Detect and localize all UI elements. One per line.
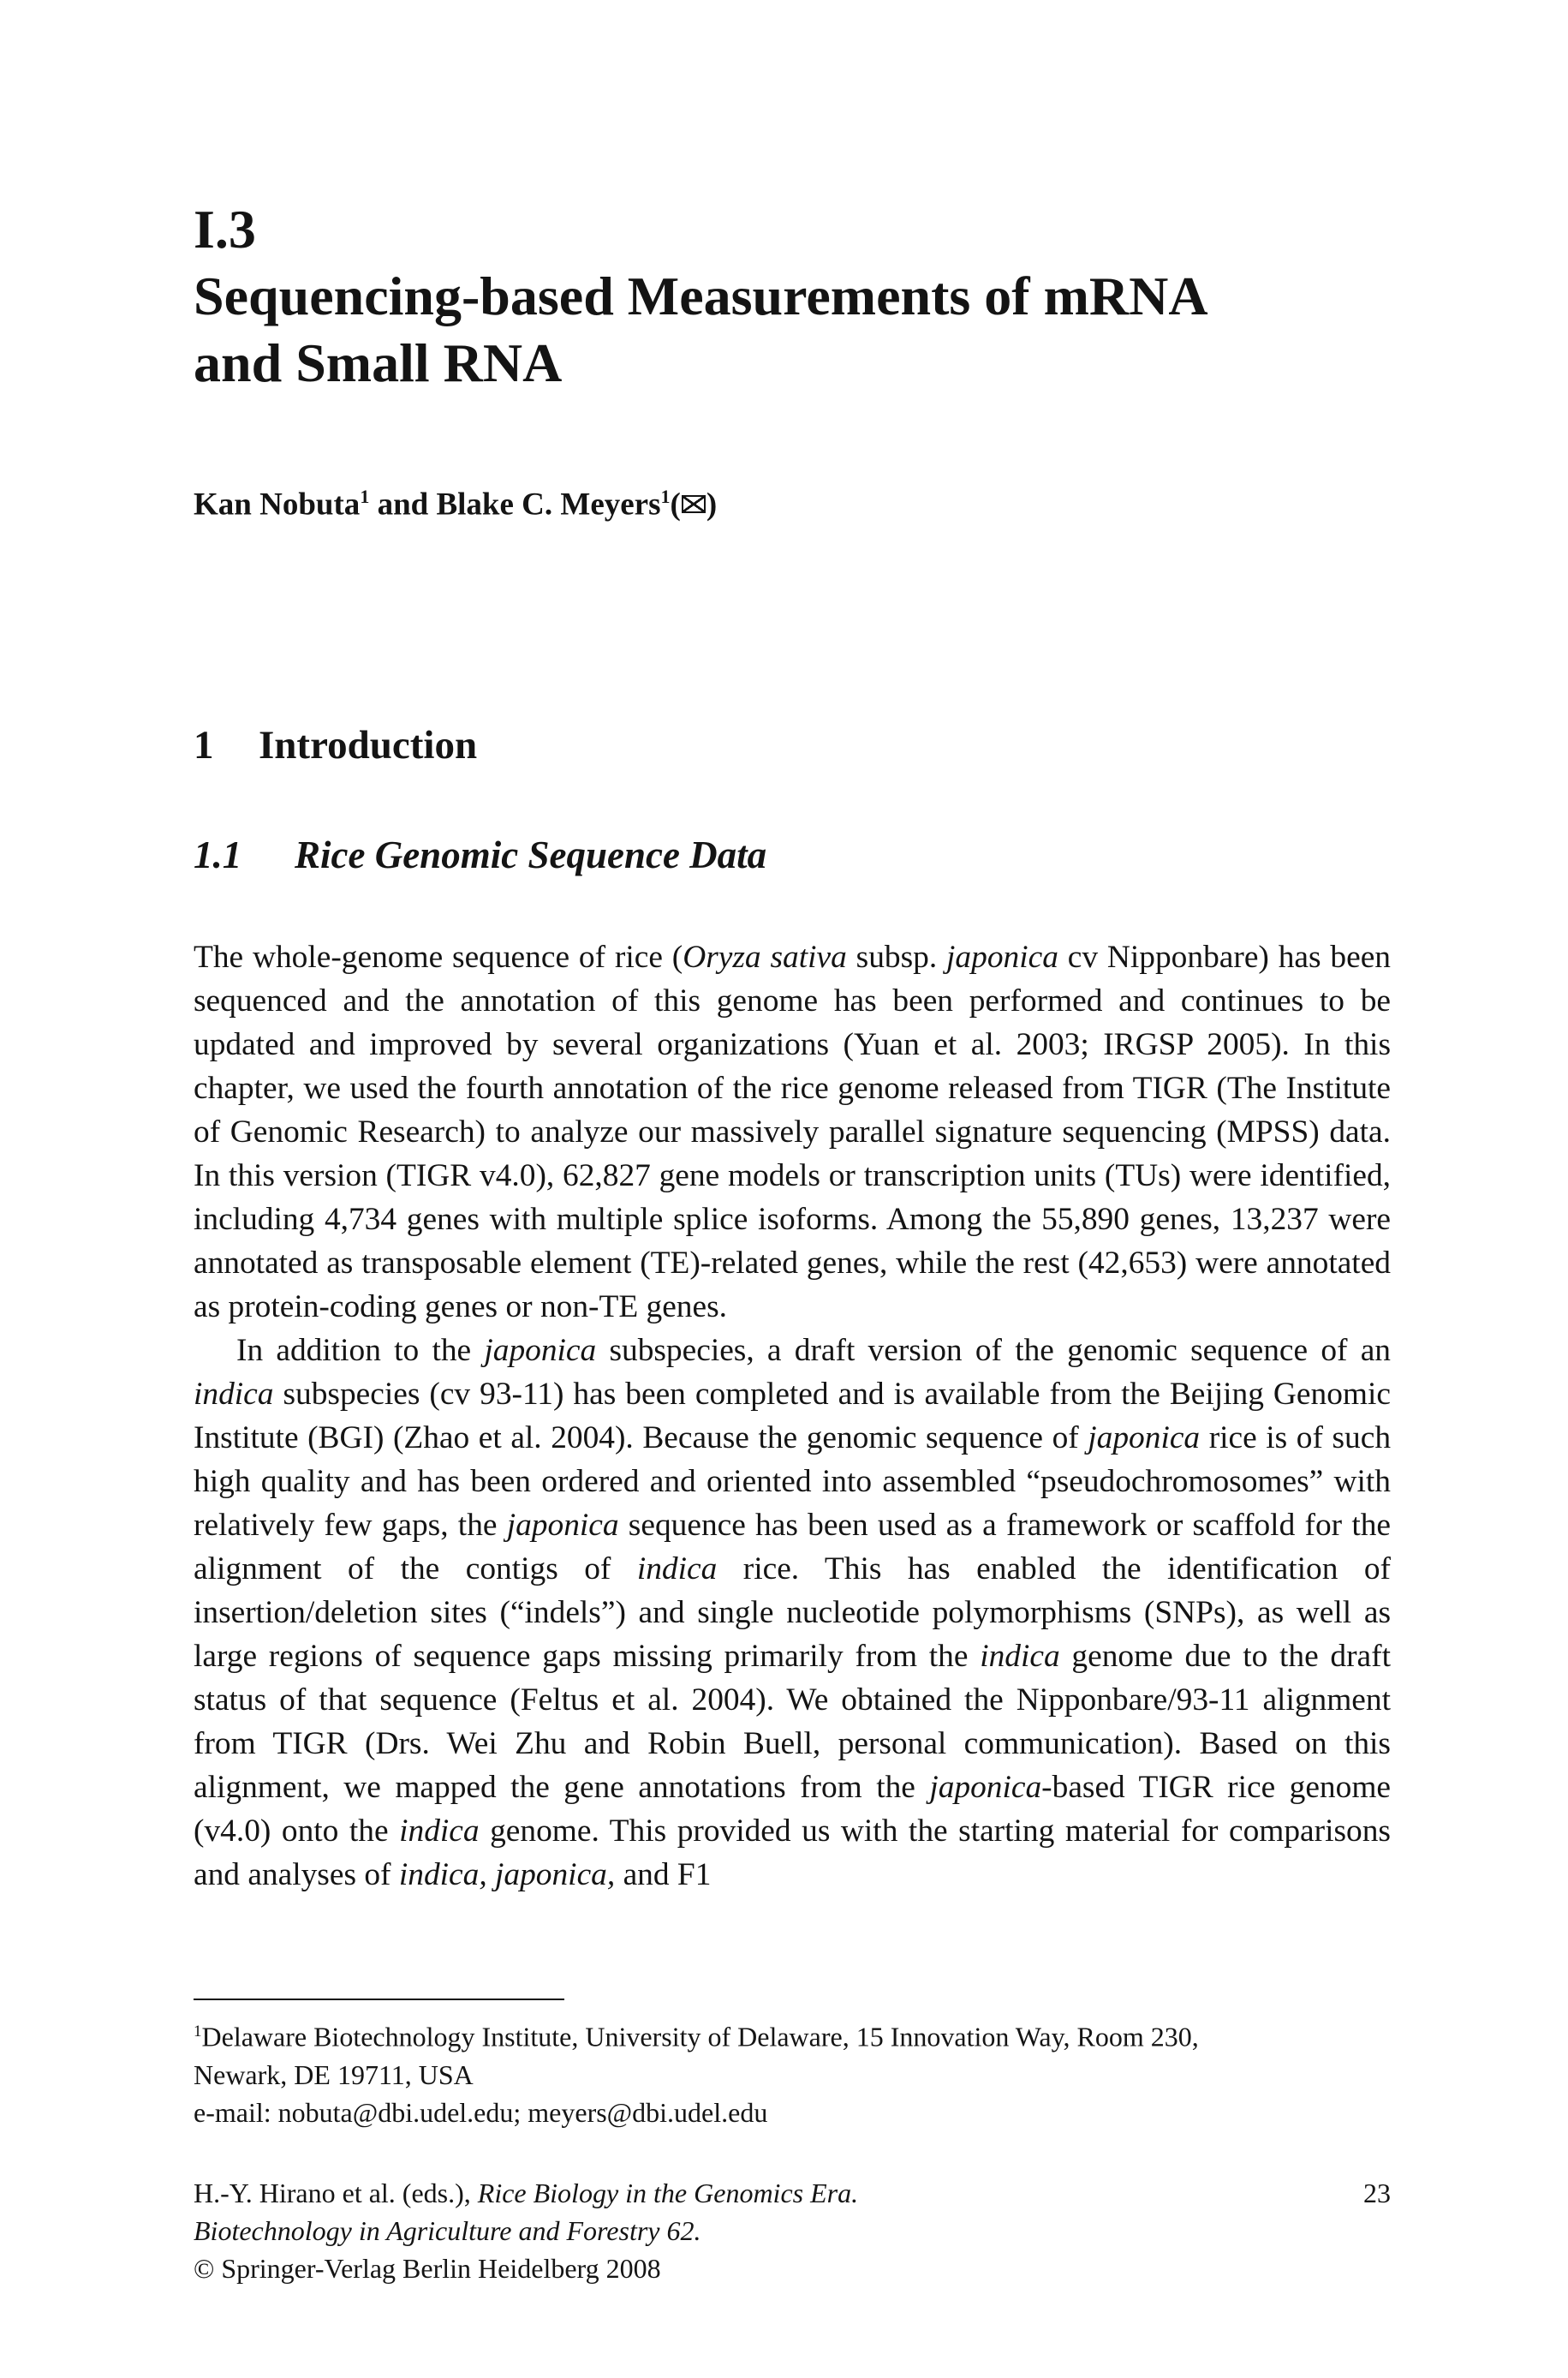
text-run: The whole-genome sequence of rice ( [194, 940, 683, 975]
chapter-number: I.3 [194, 199, 256, 260]
text-run: cv Nipponbare) has been sequenced and the annotation of this genome has been performed and continues to be updated and improved by several organizations (Yuan et al. 2003; IRGSP 2005). In this chapter, we used the fourth annotation of the rice genome released from TIGR (The Institute of Genomic Research) to analyze our massively parallel signature sequencing (MPSS) data. In this version (TIGR v4.0), 62,827 gene models or transcription units (TUs) were identified, including 4,734 genes with multiple splice isoforms. Among the 55,890 genes, 13,237 were annotated as transposable element (TE)-related genes, while the rest (42,653) were annotated as protein-coding genes or non-TE genes. [194, 940, 1391, 1324]
text-run: subsp. [846, 940, 947, 975]
text-run: rice is of such high quality and has been ordered and oriented into assembled “pseudochromosomes” with relatively few gaps, the [194, 1420, 1392, 1543]
series-title: Biotechnology in Agriculture and Forestry 62. [194, 2215, 701, 2246]
author-connector: and [369, 487, 437, 523]
text-run: genome due to the draft status of that sequence (Feltus et al. 2004). We obtained the Nipponbare/93-11 alignment from TIGR (Drs. Wei Zhu and Robin Buell, personal communication). Based on this alignment, we mapped the gene annotations from the [194, 1639, 1391, 1805]
affiliation-marker: 1 [360, 486, 370, 507]
author-name: Kan Nobuta [194, 487, 361, 523]
copyright-line: © Springer-Verlag Berlin Heidelberg 2008 [194, 2253, 661, 2284]
subspecies-name: japonica [929, 1770, 1042, 1805]
open-paren: ( [670, 487, 681, 523]
text-run: In addition to the [236, 1333, 485, 1368]
footnote-affiliation [194, 2013, 1391, 2056]
section-title: Introduction [259, 723, 478, 768]
chapter-title [194, 263, 1392, 397]
subspecies-name: indica [636, 1551, 718, 1586]
text-run: subspecies (cv 93-11) has been completed and is available from the Beijing Genomic Institute (BGI) (Zhao et al. 2004). Because the genomic sequence of [194, 1377, 1391, 1455]
subspecies-name: japonica [1088, 1420, 1201, 1455]
text-run: and F1 [615, 1857, 712, 1892]
text-run: genome. This provided us with the starting material for comparisons and analyses of [194, 1813, 1391, 1892]
subspecies-name: indica [980, 1639, 1060, 1674]
affiliation-marker: 1 [660, 486, 671, 507]
page-number: 23 [1363, 2178, 1391, 2208]
subspecies-name: japonica [484, 1333, 597, 1368]
footnote [194, 2013, 1391, 2131]
subspecies-name: indica [194, 1377, 274, 1412]
author-name: Blake C. Meyers [436, 487, 661, 523]
book-title: Rice Biology in the Genomics Era. [477, 2178, 859, 2208]
footnote-marker: 1 [194, 2022, 202, 2040]
body-text [194, 935, 1391, 1897]
subsection-heading [194, 831, 766, 879]
close-paren: ) [706, 487, 718, 523]
affiliation-text: Delaware Biotechnology Institute, University of Delaware, 15 Innovation Way, Room 230, [201, 2021, 1199, 2052]
footnote-email: e-mail: nobuta@dbi.udel.edu; meyers@dbi.udel.edu [194, 2096, 768, 2128]
subspecies-name: indica, japonica, [398, 1857, 616, 1892]
species-name: Oryza sativa [683, 940, 847, 975]
subspecies-name: japonica [506, 1508, 619, 1543]
chapter-title-line: and Small RNA [194, 332, 563, 393]
envelope-icon [682, 495, 706, 513]
subsection-title: Rice Genomic Sequence Data [295, 833, 767, 876]
citation-line [194, 2174, 1391, 2212]
author-line [194, 476, 717, 525]
footnote-address: Newark, DE 19711, USA [194, 2058, 474, 2090]
text-run: rice. This has enabled the identification of insertion/deletion sites (“indels”) and single nucleotide polymorphisms (SNPs), as well as large regions of sequence gaps missing primarily from the [194, 1551, 1391, 1674]
series-line [194, 2212, 1391, 2250]
paragraph [194, 1329, 1391, 1897]
text-run: -based TIGR rice genome (v4.0) onto the [194, 1770, 1392, 1849]
editors: H.-Y. Hirano et al. (eds.), [194, 2178, 478, 2208]
page-footer [194, 2174, 1391, 2287]
chapter-title-line: Sequencing-based Measurements of mRNA [194, 266, 1208, 326]
paragraph [194, 935, 1391, 1329]
subspecies-name: indica [399, 1813, 480, 1849]
subsection-number: 1.1 [194, 833, 242, 876]
section-number: 1 [194, 723, 214, 768]
text-run: subspecies, a draft version of the genomic sequence of an [596, 1333, 1392, 1368]
section-heading [194, 721, 477, 769]
text-run: sequence has been used as a framework or scaffold for the alignment of the contigs of [194, 1508, 1392, 1586]
subspecies-name: japonica [946, 940, 1058, 975]
footnote-divider [194, 1999, 564, 2000]
